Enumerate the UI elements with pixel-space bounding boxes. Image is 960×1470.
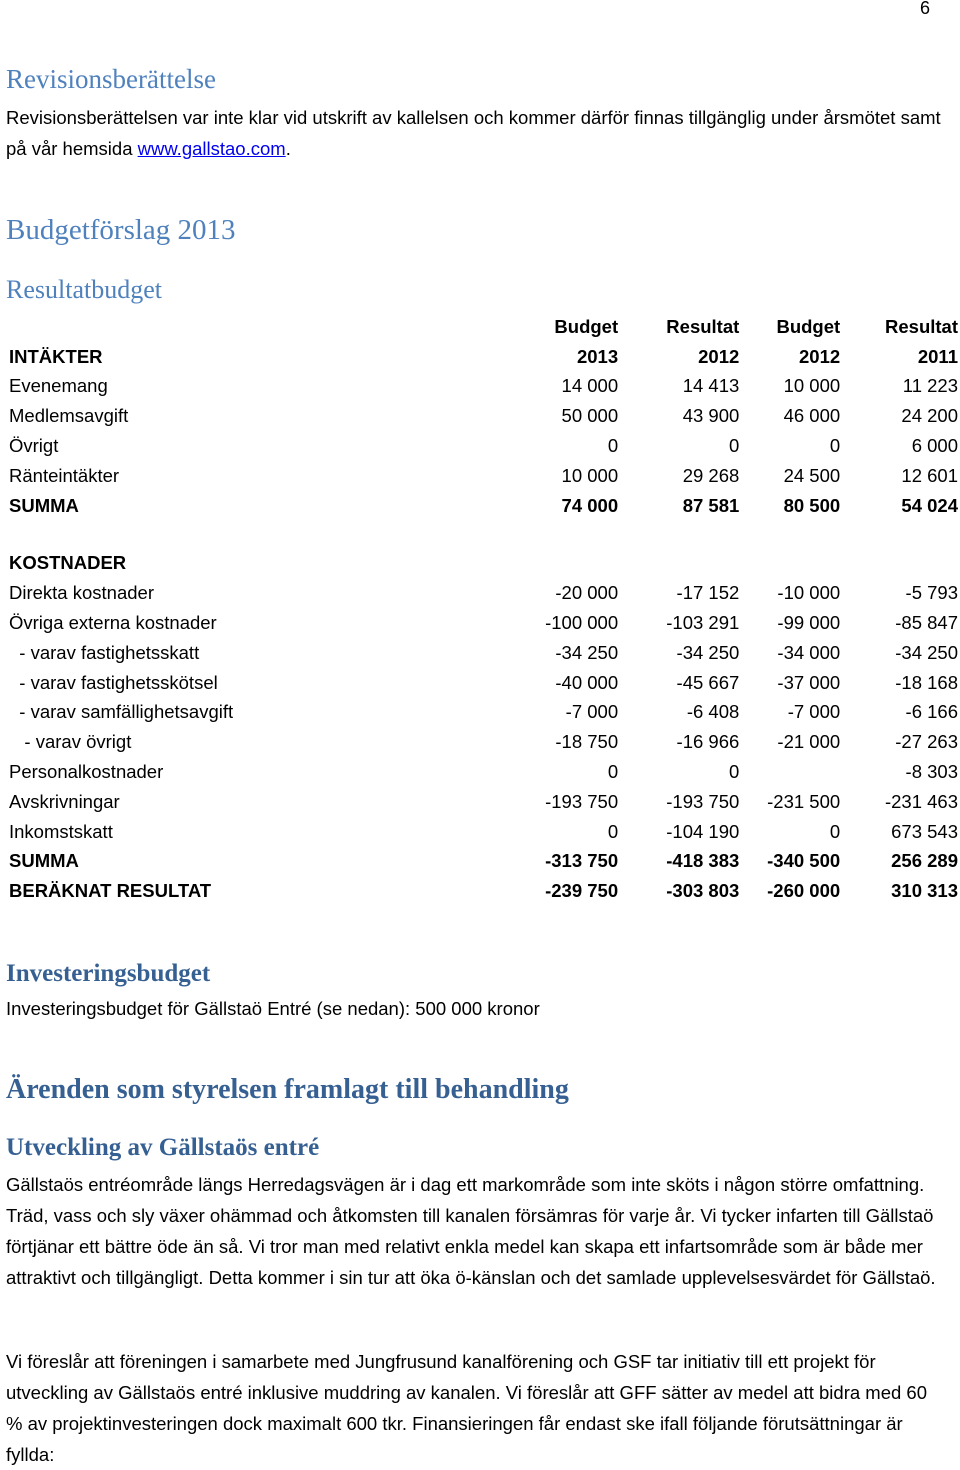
matters-heading: Ärenden som styrelsen framlagt till behandling	[6, 1074, 569, 1105]
matters-paragraph-2: Vi föreslår att föreningen i samarbete med Jungfrusund kanalförening och GSF tar initiativ till ett projekt för utveckling av Gällstaös entré inklusive muddring av kanalen. Vi föreslår att GFF sätter av medel att bidra med 60 % av projektinvesteringen dock maximalt 600 tkr. Finansieringen får endast ske ifall följande förutsättningar är fyllda:	[6, 1351, 927, 1465]
row-label: Evenemang	[9, 375, 108, 397]
row-value: 10 000	[783, 375, 841, 397]
row-value: 46 000	[783, 405, 841, 427]
row-value: 2011	[917, 345, 958, 367]
row-value: 0	[607, 761, 619, 783]
row-value: -27 263	[895, 731, 958, 753]
row-value: 24 500	[783, 464, 841, 486]
spacer-cell	[6, 521, 958, 549]
row-value: 0	[607, 435, 619, 457]
row-value: 6 000	[911, 435, 958, 457]
spacer-row	[6, 521, 958, 549]
revision-body: Revisionsberättelsen var inte klar vid utskrift av kallelsen och kommer därför finnas tillgänglig under årsmötet samt på vår hemsida	[6, 107, 941, 159]
row-value: -6 408	[686, 701, 740, 723]
table-row	[6, 431, 958, 461]
row-value: 0	[829, 820, 841, 842]
row-value: -18 750	[555, 731, 619, 753]
row-value: -104 190	[666, 820, 740, 842]
table-header-row	[6, 342, 958, 372]
row-label: Medlemsavgift	[9, 405, 129, 427]
row-label: Direkta kostnader	[9, 582, 154, 604]
matters-paragraph-1: Gällstaös entréområde längs Herredagsvägen är i dag ett markområde som inte sköts i någon större omfattning. Träd, vass och sly växer ohämmad och åtkomsten till kanalen försämras för varje år. Vi tycker infarten till Gällstaö förtjänar ett bättre öde än så. Vi tror man med relativt enkla medel kan skapa ett infartsområde som är både mer attraktivt och tillgängligt. Detta kommer i sin tur att öka ö-känslan och det samlade upplevelsesvärdet för Gällstaö.	[6, 1174, 936, 1288]
table-row	[6, 638, 958, 668]
table-row	[6, 608, 958, 638]
row-value: -313 750	[545, 850, 619, 872]
row-value: 14 413	[682, 375, 740, 397]
row-value: 74 000	[561, 494, 619, 516]
row-value: 14 000	[561, 375, 619, 397]
row-value: -7 000	[565, 701, 619, 723]
row-value: 24 200	[901, 405, 958, 427]
row-value: 2012	[799, 345, 841, 367]
row-value: 0	[729, 761, 740, 783]
row-value: 10 000	[561, 464, 619, 486]
row-value: -45 667	[676, 671, 740, 693]
row-value: Resultat	[885, 315, 958, 337]
row-value: 11 223	[902, 375, 958, 397]
table-row	[6, 787, 958, 817]
table-row	[6, 668, 958, 698]
table-row	[6, 578, 958, 608]
investment-text: Investeringsbudget för Gällstaö Entré (se nedan): 500 000 kronor	[6, 998, 540, 1019]
row-value: 43 900	[682, 405, 740, 427]
row-label: Ränteintäkter	[9, 464, 120, 486]
row-value: -99 000	[777, 612, 841, 634]
row-label: Övriga externa kostnader	[9, 612, 217, 634]
table-header-row	[6, 312, 958, 342]
row-value: -418 383	[666, 850, 740, 872]
row-value: -103 291	[666, 612, 740, 634]
row-value: -193 750	[545, 790, 619, 812]
table-row	[6, 401, 958, 431]
table-row	[6, 817, 958, 847]
row-value	[739, 757, 840, 787]
row-label: SUMMA	[9, 850, 79, 872]
table-row	[6, 698, 958, 728]
row-label: BERÄKNAT RESULTAT	[9, 880, 212, 902]
row-value: -231 463	[884, 790, 958, 812]
row-value: 0	[607, 820, 619, 842]
table-row	[6, 757, 958, 787]
row-value: -6 166	[905, 701, 958, 723]
row-value: 0	[729, 435, 740, 457]
row-value: 12 601	[901, 464, 958, 486]
row-value: -231 500	[767, 790, 841, 812]
row-label: - varav samfällighetsavgift	[9, 701, 234, 723]
row-value: -100 000	[545, 612, 619, 634]
table-row	[6, 372, 958, 402]
row-value: 29 268	[682, 464, 740, 486]
row-value: 87 581	[682, 494, 740, 516]
row-label: Övrigt	[9, 435, 59, 457]
row-value: -40 000	[555, 671, 619, 693]
row-value: -340 500	[767, 850, 841, 872]
row-value: -85 847	[895, 612, 958, 634]
row-label: Inkomstskatt	[9, 820, 113, 842]
budget-subheading: Resultatbudget	[6, 275, 162, 304]
result-budget-table	[6, 312, 958, 906]
row-value: -34 000	[777, 641, 841, 663]
row-label: - varav fastighetsskötsel	[9, 671, 218, 693]
row-label: Personalkostnader	[9, 761, 164, 783]
row-value: -34 250	[555, 641, 619, 663]
revision-heading: Revisionsberättelse	[6, 64, 216, 94]
row-value: -18 168	[895, 671, 958, 693]
row-label: - varav övrigt	[9, 731, 132, 753]
row-value: -16 966	[676, 731, 740, 753]
section-label: KOSTNADER	[9, 552, 127, 574]
website-link[interactable]: www.gallstao.com	[137, 138, 286, 159]
row-value: 256 289	[891, 850, 958, 872]
row-value: -37 000	[777, 671, 841, 693]
row-value: -10 000	[777, 582, 841, 604]
row-value: 2012	[698, 345, 740, 367]
page-number: 6	[919, 0, 930, 18]
row-label: - varav fastighetsskatt	[9, 641, 200, 663]
row-value: -21 000	[777, 731, 841, 753]
row-value: Resultat	[666, 315, 740, 337]
matters-subheading: Utveckling av Gällstaös entré	[6, 1134, 320, 1161]
row-value: -8 303	[905, 761, 958, 783]
row-label: SUMMA	[9, 494, 79, 516]
row-value: 54 024	[901, 494, 958, 516]
row-value: -260 000	[767, 880, 841, 902]
row-value: 50 000	[561, 405, 619, 427]
row-value: -193 750	[666, 790, 740, 812]
row-value: Budget	[554, 315, 619, 337]
row-value: 2013	[576, 345, 619, 367]
row-value: Budget	[776, 315, 841, 337]
row-value: -7 000	[787, 701, 841, 723]
row-label: INTÄKTER	[9, 345, 103, 367]
row-value: -20 000	[555, 582, 619, 604]
row-value: 310 313	[891, 880, 958, 902]
row-label	[6, 312, 399, 342]
cost-header-row	[6, 549, 958, 579]
row-value: -34 250	[676, 641, 740, 663]
revision-text	[6, 102, 946, 164]
revision-body-end: .	[285, 138, 291, 159]
row-value: -239 750	[545, 880, 619, 902]
row-value: -5 793	[905, 582, 958, 604]
table-row	[6, 461, 958, 491]
row-label: Avskrivningar	[9, 790, 120, 812]
row-value: 0	[829, 435, 841, 457]
budget-heading: Budgetförslag 2013	[6, 214, 236, 246]
table-row	[6, 727, 958, 757]
result-row	[6, 876, 958, 906]
row-value: 673 543	[891, 820, 958, 842]
cost-sum-row	[6, 847, 958, 877]
investment-heading: Investeringsbudget	[6, 960, 211, 987]
row-value: -303 803	[666, 880, 740, 902]
row-value: -34 250	[895, 641, 958, 663]
row-value: -17 152	[676, 582, 740, 604]
row-value: 80 500	[783, 494, 841, 516]
income-sum-row	[6, 491, 958, 521]
